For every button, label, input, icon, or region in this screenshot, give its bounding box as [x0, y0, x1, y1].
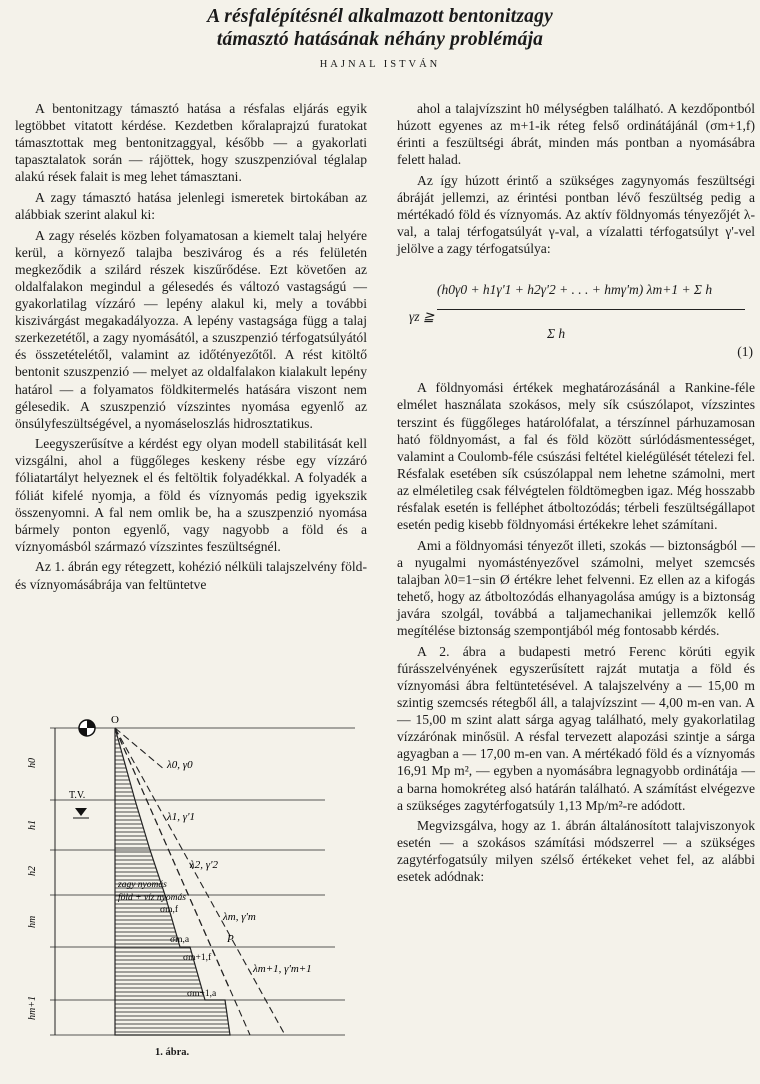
paragraph: A bentonitzagy támasztó hatása a résfalas eljárás egyik legtöbbet vitatott kérdése. Kezdetben kőralaprajzú furatokat támasztottak meg bentonitzaggyal, később — a gyakorlati tapasztalatok során — rájöttek, hogy szuszpenzióval téglalap alakú rések falait is meg lehet támasztani. [15, 101, 367, 185]
paragraph: A földnyomási értékek meghatározásánál a Rankine-féle elmélet használata szokásos, mely sík csúszólapot, vízszintes terszint és függőleges határolófalat, a térszínnel párhuzamosan ható földnyomást, a fal és föld között súrlódásmentességet, valamint a Coulomb-féle csúszási feltétel kielégülését tételezi fel. Résfalak esetében sík csúszólappal nem lehetne számolni, mert az elméletileg csak félvégtelen földtömegben igaz. Még hosszabb résfalak esetén is felléphet átboltozódás; térbeli feszültségállapot esetén pedig kisebb földnyomási értékekre lehet számítani. [397, 380, 755, 533]
paragraph: A zagy réselés közben folyamatosan a kiemelt talaj helyére kerül, a környező talajba beszivárog és a rés felületén megkeződik a szilárd részek kiszűrődése. Ezt követően az oldalfalakon megindul a gélesedés és változó vastagságú — gyakorlatilag vízzáró — lepény alakul ki, mely a további kiszivárgást megakadályozza. A lepény vastagsága függ a talaj szerkezetétől, a zagy nyomásától, a szuszpenzió térfogatsúlyától és összetételétől, valamint az időtényezőtől. A rést kitöltő bentonit szuszpenzió — melyet az oldalfalakon kialakult lepény határol — a folyamatos földkitermelés hatására viszont nem gélesedik. A szuszpenzió vízszintes nyomása egyenlő az önsúlyfeszültségével, a nyomáseloszlás hidrosztatikus. [15, 227, 367, 431]
depth-label-3: hm [27, 915, 38, 928]
line-label-2: λ2, γ'2 [190, 859, 218, 871]
equation-1 [397, 263, 755, 371]
line-label-3: λm, γ'm [223, 911, 256, 923]
fraction-bar [437, 309, 745, 310]
paragraph: Az így húzott érintő a szükséges zagynyomás feszültségi ábráját jellemzi, az érintési pontban lévő feszültség pedig a mértékadó föld és víznyomás. Az aktív földnyomás tényezőjét λ-val, a talaj térfogatsúlyát γ-val, a vízalatti térfogatsúlyt γ'-vel jelölve a zagy térfogatsúlya: [397, 172, 755, 257]
ordinate-label-2: σm+1,f [183, 953, 212, 963]
paragraph: A zagy támasztó hatása jelenlegi ismeretek birtokában az alábbiak szerint alakul ki: [15, 189, 367, 223]
ordinate-label-0: σm,f [160, 905, 179, 915]
formula-lhs: γz ≧ [409, 309, 435, 325]
zagy-label: zagy nyomás [118, 880, 167, 890]
paragraph: Ami a földnyomási tényezőt illeti, szokás — biztonságból — a nyugalmi nyomástényezővel számolni, melyet szemcsés talajban λ0=1−sin Ø értékre lehet felvenni. Ez ellen az a kifogás tehető, hogy az átboltozódás elhanyagolása amúgy is a biztonság javára szolgál, továbbá a taljamechanikai jellemzők kellő megítélése biztonság szempontjából még fontosabb kérdés. [397, 537, 755, 639]
left-column [15, 100, 367, 593]
figure-caption: 1. ábra. [155, 1047, 190, 1058]
water-table-icon [75, 808, 87, 816]
paragraph: A 2. ábra a budapesti metró Ferenc körúti egyik fúrásszelvényének egyszerűsített rajzát mutatja a föld és víznyomási ábra feltüntetésével. A talajszelvény a — 15,00 m szintig szemcsés rétegből áll, a talajvízszint — 4,00 m-en van. A — 15,00 m szint alatt sárga agyag található, mely gyakorlatilag vízzárónak minősül. A résfal tervezett alapozási szintje a sárga agyagban a — 17,00 m-en van. A mértékadó föld és a víznyomás 16,91 Mp m², — egyben a nyomásábra legnagyobb ordinátája — a barna homokréteg alsó határán található. A számítást elvégezve a szükséges zagytérfogatsúly 1,13 Mp/m²-re adódott. [397, 643, 755, 813]
depth-label-4: hm+1 [27, 996, 38, 1020]
right-column [397, 100, 755, 886]
origin-label: O [111, 714, 119, 726]
line-label-4: λm+1, γ'm+1 [253, 963, 312, 975]
tv-label: T.V. [69, 790, 86, 801]
article-title-line1: A résfalépítésnél alkalmazott bentonitzagy [207, 6, 553, 27]
line-label-1: λ1, γ'1 [167, 811, 195, 823]
formula-numerator: (h0γ0 + h1γ'1 + h2γ'2 + . . . + hmγ'm) λm+1 + Σ h [437, 282, 713, 298]
fold-viz-label: föld + víz nyomás [118, 893, 186, 903]
paragraph: Leegyszerűsítve a kérdést egy olyan modell stabilitását kell vizsgálni, ahol a függőleges keskeny résbe egy vízzáró fóliatartályt helyeznek el és feltöltik folyadékkal. A folyadék a fóliát kifelé nyomja, a föld és víznyomás pedig igyekszik összenyomni. A fal nem omlik be, ha a szuszpenzió nyomása bármely ponton egyenlő, vagy nagyobb a föld és a víznyomásból származó vízszintes feszültségnél. [15, 436, 367, 554]
formula-denominator: Σ h [547, 326, 566, 342]
author-name: HAJNAL ISTVÁN [319, 59, 441, 70]
line-label-0: λ0, γ0 [167, 759, 193, 771]
paragraph: Megvizsgálva, hogy az 1. ábrán általánosított talajviszonyok esetén — a szokásos számítási módszerrel — a szükséges zagytérfogatsúly milyen szélső értékeket vehet fel, az alábbi esetek adódnak: [397, 818, 755, 885]
paragraph: ahol a talajvízszint h0 mélységben található. A kezdőpontból húzott egyenes az m+1-ik réteg felső ordinátájánál (σm+1,f) érinti a feszültségi ábrát, minden más pontban a nyomásábra felett halad. [397, 101, 755, 168]
paragraph: Az 1. ábrán egy rétegzett, kohézió nélküli talajszelvény föld- és víznyomásábrája van feltüntetve [15, 559, 367, 592]
pressure-diagram [15, 690, 367, 1050]
equation-number: (1) [737, 344, 753, 360]
depth-label-0: h0 [27, 758, 38, 768]
article-title-line2: támasztó hatásának néhány problémája [216, 29, 544, 50]
depth-label-2: h2 [27, 866, 38, 876]
point-label: P [227, 933, 234, 945]
figure-1 [15, 690, 367, 1070]
depth-label-1: h1 [27, 820, 38, 830]
ordinate-label-3: σm+1,a [187, 989, 217, 999]
ordinate-label-1: σm,a [170, 935, 190, 945]
